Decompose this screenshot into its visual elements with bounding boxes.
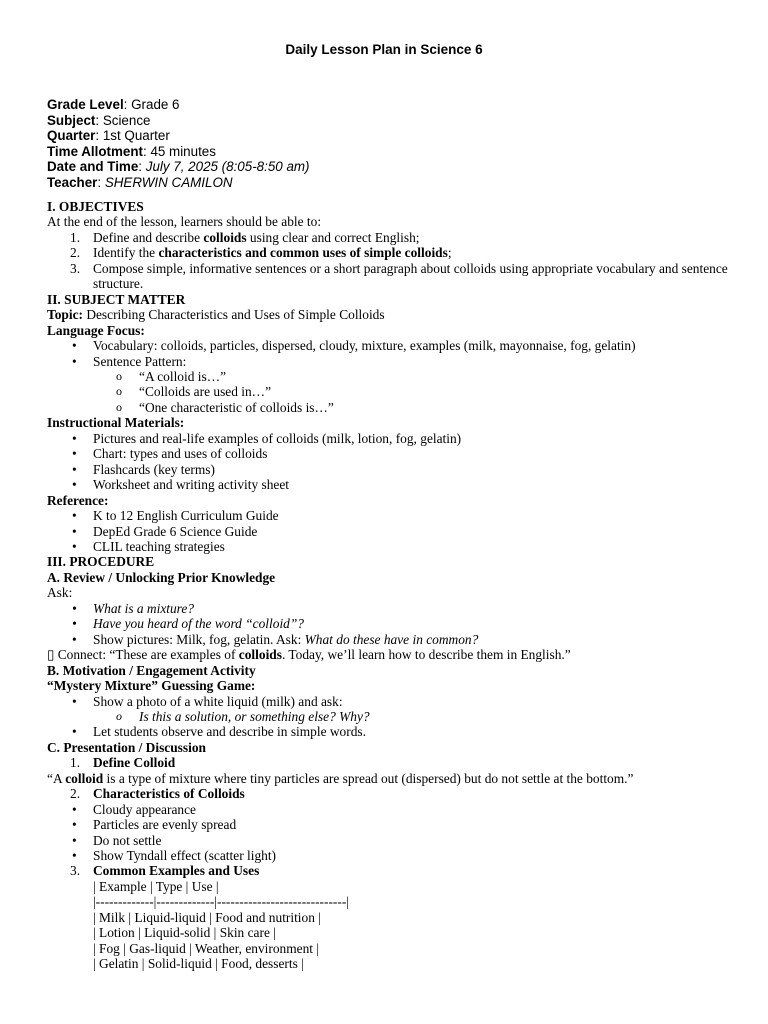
- objectives-intro: At the end of the lesson, learners should be able to:: [47, 214, 322, 230]
- objectives-list: [47, 230, 737, 292]
- review-questions-list: [47, 601, 737, 647]
- objective-item: 2. Identify the characteristics and common uses of simple colloids;: [70, 245, 452, 261]
- list-item: • Have you heard of the word “colloid”?: [47, 616, 737, 631]
- characteristics-list: [47, 802, 737, 864]
- objective-item: 3. Compose simple, informative sentences or a short paragraph about colloids using appropriate vocabulary and sentence structure.: [70, 260, 728, 292]
- objective-item: 1. Define and describe colloids using clear and correct English;: [70, 229, 420, 245]
- list-item: • Show a photo of a white liquid (milk) and ask:: [47, 694, 737, 709]
- table-row: |-------------|-------------|-----------------------------|: [93, 894, 349, 910]
- table-row: | Gelatin | Solid-liquid | Food, desserts |: [93, 956, 304, 972]
- meta-date-time: Date and Time: July 7, 2025 (8:05-8:50 am): [47, 159, 310, 174]
- reference-heading: Reference:: [47, 492, 109, 508]
- list-item: • Cloudy appearance: [47, 802, 737, 817]
- reference-list: [47, 508, 737, 554]
- list-item: o “A colloid is…”: [47, 369, 737, 384]
- table-row: | Fog | Gas-liquid | Weather, environment |: [93, 940, 320, 956]
- sentence-pattern-list: [47, 369, 737, 415]
- list-item: • Show pictures: Milk, fog, gelatin. Ask: What do these have in common?: [47, 632, 737, 647]
- topic-line: Topic: Describing Characteristics and Uses of Simple Colloids: [47, 307, 385, 323]
- list-item: • Show Tyndall effect (scatter light): [47, 848, 737, 863]
- language-focus-list: [47, 338, 737, 369]
- list-item: o “One characteristic of colloids is…”: [47, 400, 737, 415]
- list-item: • Vocabulary: colloids, particles, dispersed, cloudy, mixture, examples (milk, mayonnaise, fog, gelatin): [47, 338, 737, 353]
- list-item: 3. Common Examples and Uses: [70, 863, 260, 879]
- list-item: o Is this a solution, or something else? Why?: [47, 709, 737, 724]
- objectives-heading: I. OBJECTIVES: [47, 199, 144, 214]
- motivation-heading: B. Motivation / Engagement Activity: [47, 662, 256, 678]
- meta-teacher: Teacher: SHERWIN CAMILON: [47, 174, 233, 190]
- materials-list: [47, 431, 737, 493]
- review-heading: A. Review / Unlocking Prior Knowledge: [47, 569, 276, 585]
- document-title: Daily Lesson Plan in Science 6: [285, 42, 483, 57]
- lesson-body: [47, 199, 737, 972]
- presentation-heading: C. Presentation / Discussion: [47, 739, 206, 755]
- list-item: • K to 12 English Curriculum Guide: [47, 508, 737, 523]
- list-item: • Flashcards (key terms): [47, 462, 737, 477]
- list-item: • Chart: types and uses of colloids: [47, 446, 737, 461]
- list-item: • DepEd Grade 6 Science Guide: [47, 524, 737, 539]
- meta-quarter: Quarter: 1st Quarter: [47, 128, 170, 143]
- table-row: | Milk | Liquid-liquid | Food and nutrition |: [93, 909, 321, 925]
- table-row: | Lotion | Liquid-solid | Skin care |: [93, 925, 276, 941]
- materials-heading: Instructional Materials:: [47, 415, 185, 431]
- presentation-step-3: [47, 863, 737, 878]
- examples-table: [47, 879, 737, 972]
- ask-label: Ask:: [47, 585, 73, 601]
- colloid-definition: “A colloid is a type of mixture where tiny particles are spread out (dispersed) but do not settle at the bottom.”: [47, 770, 634, 786]
- list-item: o “Colloids are used in…”: [47, 384, 737, 399]
- procedure-heading: III. PROCEDURE: [47, 554, 155, 570]
- language-focus-heading: Language Focus:: [47, 322, 145, 338]
- motivation-list: [47, 694, 737, 709]
- list-item: • CLIL teaching strategies: [47, 539, 737, 554]
- list-item: • Worksheet and writing activity sheet: [47, 477, 737, 492]
- motivation-sub-list: [47, 709, 737, 724]
- list-item: 1. Define Colloid: [70, 755, 176, 771]
- list-item: • Particles are evenly spread: [47, 817, 737, 832]
- table-row: | Example | Type | Use |: [93, 878, 219, 894]
- subject-matter-heading: II. SUBJECT MATTER: [47, 291, 186, 307]
- presentation-step-1: [47, 755, 737, 770]
- list-item: • Let students observe and describe in simple words.: [47, 724, 737, 739]
- list-item: 2. Characteristics of Colloids: [70, 786, 245, 802]
- game-heading: “Mystery Mixture” Guessing Game:: [47, 678, 256, 694]
- meta-time-allotment: Time Allotment: 45 minutes: [47, 143, 216, 159]
- presentation-step-2: [47, 786, 737, 801]
- list-item: • Pictures and real-life examples of colloids (milk, lotion, fog, gelatin): [47, 431, 737, 446]
- motivation-list-2: [47, 724, 737, 739]
- lesson-meta: [47, 97, 310, 190]
- connect-line: ▯ Connect: “These are examples of colloids. Today, we’ll learn how to describe them in English.”: [47, 647, 571, 663]
- meta-grade-level: Grade Level: Grade 6: [47, 97, 180, 112]
- list-item: • Sentence Pattern:: [47, 354, 737, 369]
- meta-subject: Subject: Science: [47, 112, 151, 128]
- list-item: • What is a mixture?: [47, 601, 737, 616]
- list-item: • Do not settle: [47, 833, 737, 848]
